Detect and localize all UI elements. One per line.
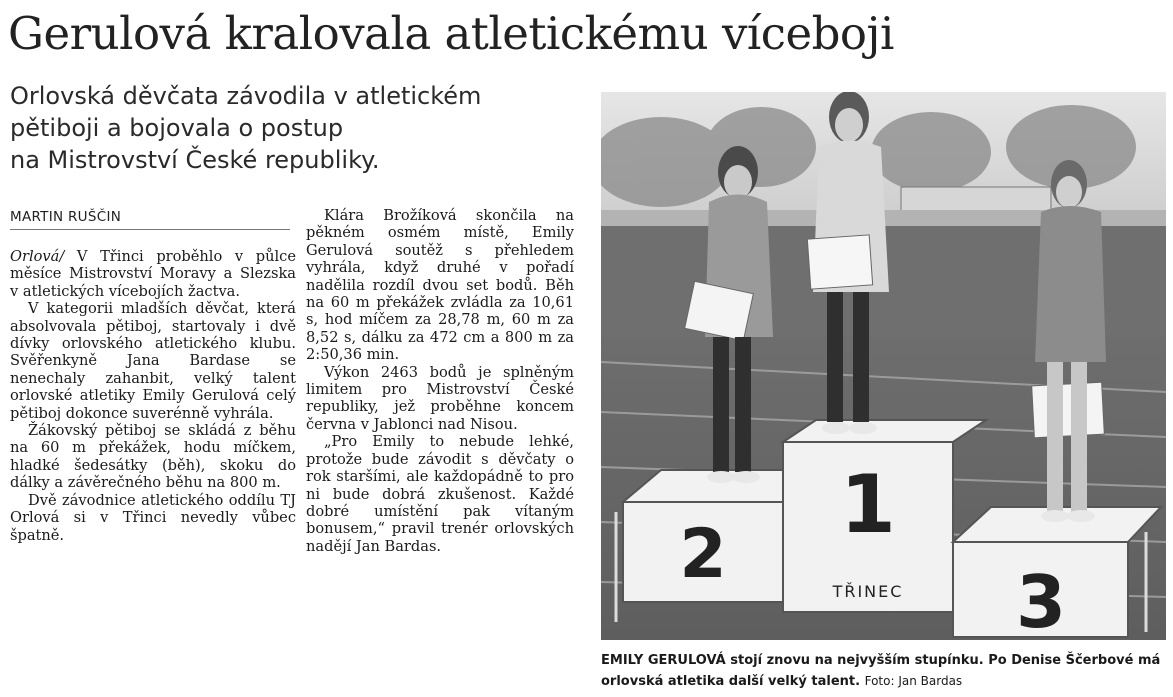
paragraph-4: Dvě závodnice atletického oddílu TJ Orlová si v Třinci nevedly vůbec špatně. xyxy=(10,491,296,544)
paragraph-5: Klára Brožíková skončila na pěkném osmém místě, Emily Gerulová soutěž s přehledem vyhrála, když druhé v pořadí nadělila rozdíl dvou set bodů. Běh na 60 m překážek zvládla za 10,61 s, hod míčem za 28,78 m, 60 m za 8,52 s, dálku za 472 cm a 800 m za 2:50,36 min. xyxy=(306,207,574,364)
paragraph-7: „Pro Emily to nebude lehké, protože bude závodit s děvčaty o rok staršími, ale každopádně to pro ni bude dobrá zkušenost. Každé dobré umístění pak vítaným bonusem,“ pravil trenér orlovských nadějí Jan Bardas. xyxy=(306,433,574,555)
article-subheadline: Orlovská děvčata závodila v atletickém pětiboji a bojovala o postup na Mistrovství České republiky. xyxy=(10,82,482,174)
dateline: Orlová/ xyxy=(10,248,65,265)
podium-number-1: 1 xyxy=(840,458,896,551)
paragraph-1-text: V Třinci proběhlo v půlce měsíce Mistrovství Moravy a Slezska v atletických vícebojích žactva. xyxy=(10,248,296,300)
podium-photo xyxy=(601,92,1166,640)
article-headline: Gerulová kralovala atletickému víceboji xyxy=(8,7,894,60)
caption-text: EMILY GERULOVÁ stojí znovu na nejvyšším stupínku. Po Denise Ščerbové má orlovská atletika další velký talent. xyxy=(601,653,1161,689)
article-column-1 xyxy=(10,248,296,544)
podium-number-3: 3 xyxy=(1015,560,1067,640)
article-author: MARTIN RUŠČIN xyxy=(10,209,122,225)
paragraph-2: V kategorii mladších děvčat, která absolvovala pětiboj, startovaly i dvě dívky orlovského atletického klubu. Svěřenkyně Jana Bardase se nenechaly zahanbit, velký talent orlovské atletiky Emily Gerulová celý pětiboj dokonce suverénně vyhrála. xyxy=(10,300,296,422)
podium-brand: TŘINEC xyxy=(832,582,904,601)
article-column-2 xyxy=(306,207,574,555)
author-rule xyxy=(10,229,290,230)
paragraph-1 xyxy=(10,248,296,300)
photo-credit: Foto: Jan Bardas xyxy=(864,674,963,688)
photo-caption xyxy=(601,651,1166,692)
paragraph-6: Výkon 2463 bodů je splněným limitem pro Mistrovství České republiky, jež proběhne koncem června v Jablonci nad Nisou. xyxy=(306,363,574,433)
podium-number-2: 2 xyxy=(679,515,727,594)
paragraph-3: Žákovský pětiboj se skládá z běhu na 60 m překážek, hodu míčkem, hladké šedesátky (běh), skoku do dálky a závěrečného běhu na 800 m. xyxy=(10,422,296,492)
